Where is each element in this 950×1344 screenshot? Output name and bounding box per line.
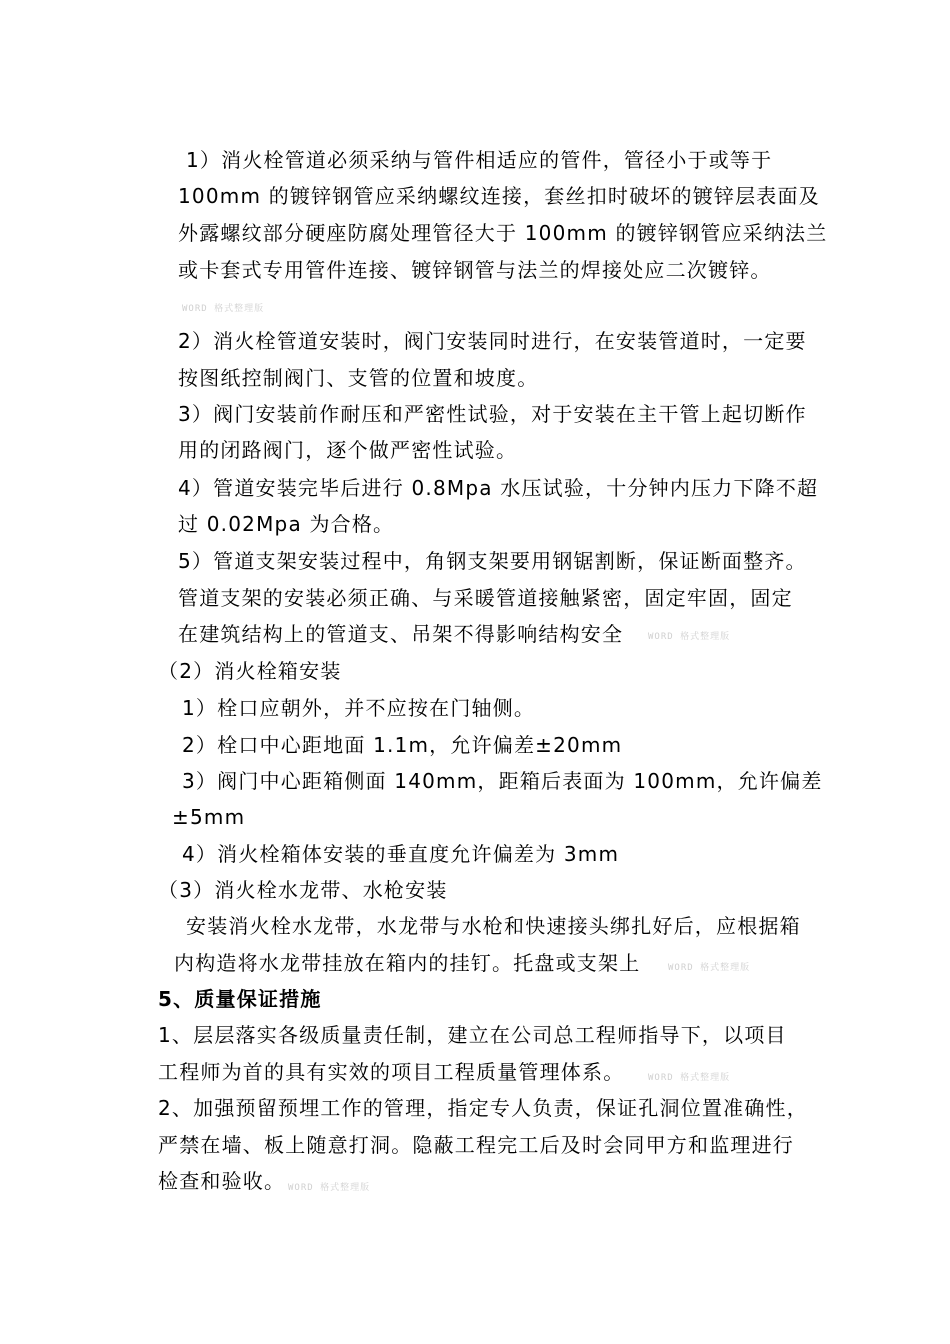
text-line: 或卡套式专用管件连接、镀锌钢管与法兰的焊接处应二次镀锌。 [178,258,772,282]
text-line: 管道支架的安装必须正确、与采暖管道接触紧密，固定牢固，固定 [178,586,793,610]
faint-watermark: WORD 格式整理版 [648,632,731,642]
faint-watermark: WORD 格式整理版 [288,1183,371,1193]
text-line: 过 0.02Mpa 为合格。 [178,512,395,536]
text-line: 工程师为首的具有实效的项目工程质量管理体系。 [158,1060,625,1084]
text-line: 5）管道支架安装过程中，角钢支架要用钢锯割断，保证断面整齐。 [178,549,807,573]
faint-watermark: WORD 格式整理版 [648,1073,731,1083]
text-line: 2）消火栓管道安装时，阀门安装同时进行，在安装管道时，一定要 [178,329,807,353]
text-line: 外露螺纹部分硬座防腐处理管径大于 100mm 的镀锌钢管应采纳法兰 [178,221,828,245]
text-line: 3）阀门中心距箱侧面 140mm，距箱后表面为 100mm，允许偏差 [182,769,823,793]
faint-watermark: WORD 格式整理版 [182,304,265,314]
text-line: 1、层层落实各级质量责任制，建立在公司总工程师指导下，以项目 [158,1023,787,1047]
text-line: 4）管道安装完毕后进行 0.8Mpa 水压试验，十分钟内压力下降不超 [178,476,819,500]
text-line: 2、加强预留预埋工作的管理，指定专人负责，保证孔洞位置准确性， [158,1096,808,1120]
text-line: ±5mm [172,805,246,829]
text-line: 1）消火栓管道必须采纳与管件相适应的管件，管径小于或等于 [186,148,773,172]
faint-watermark: WORD 格式整理版 [668,963,751,973]
section-heading: （2）消火栓箱安装 [158,659,342,683]
text-line: 在建筑结构上的管道支、吊架不得影响结构安全 [178,622,624,646]
text-line: 2）栓口中心距地面 1.1m，允许偏差±20mm [182,733,623,757]
section-heading: （3）消火栓水龙带、水枪安装 [158,878,448,902]
text-line: 按图纸控制阀门、支管的位置和坡度。 [178,366,539,390]
text-line: 100mm 的镀锌钢管应采纳螺纹连接，套丝扣时破坏的镀锌层表面及 [178,184,820,208]
text-line: 1）栓口应朝外，并不应按在门轴侧。 [182,696,536,720]
text-line: 用的闭路阀门，逐个做严密性试验。 [178,438,518,462]
text-line: 安装消火栓水龙带，水龙带与水枪和快速接头绑扎好后，应根据箱 [186,914,801,938]
text-line: 3）阀门安装前作耐压和严密性试验，对于安装在主干管上起切断作 [178,402,807,426]
text-line: 严禁在墙、板上随意打洞。隐蔽工程完工后及时会同甲方和监理进行 [158,1133,794,1157]
text-line: 4）消火栓箱体安装的垂直度允许偏差为 3mm [182,842,620,866]
text-line: 内构造将水龙带挂放在箱内的挂钉。托盘或支架上 [174,951,641,975]
section-title: 5、质量保证措施 [158,987,322,1011]
text-line: 检查和验收。 [158,1169,286,1193]
